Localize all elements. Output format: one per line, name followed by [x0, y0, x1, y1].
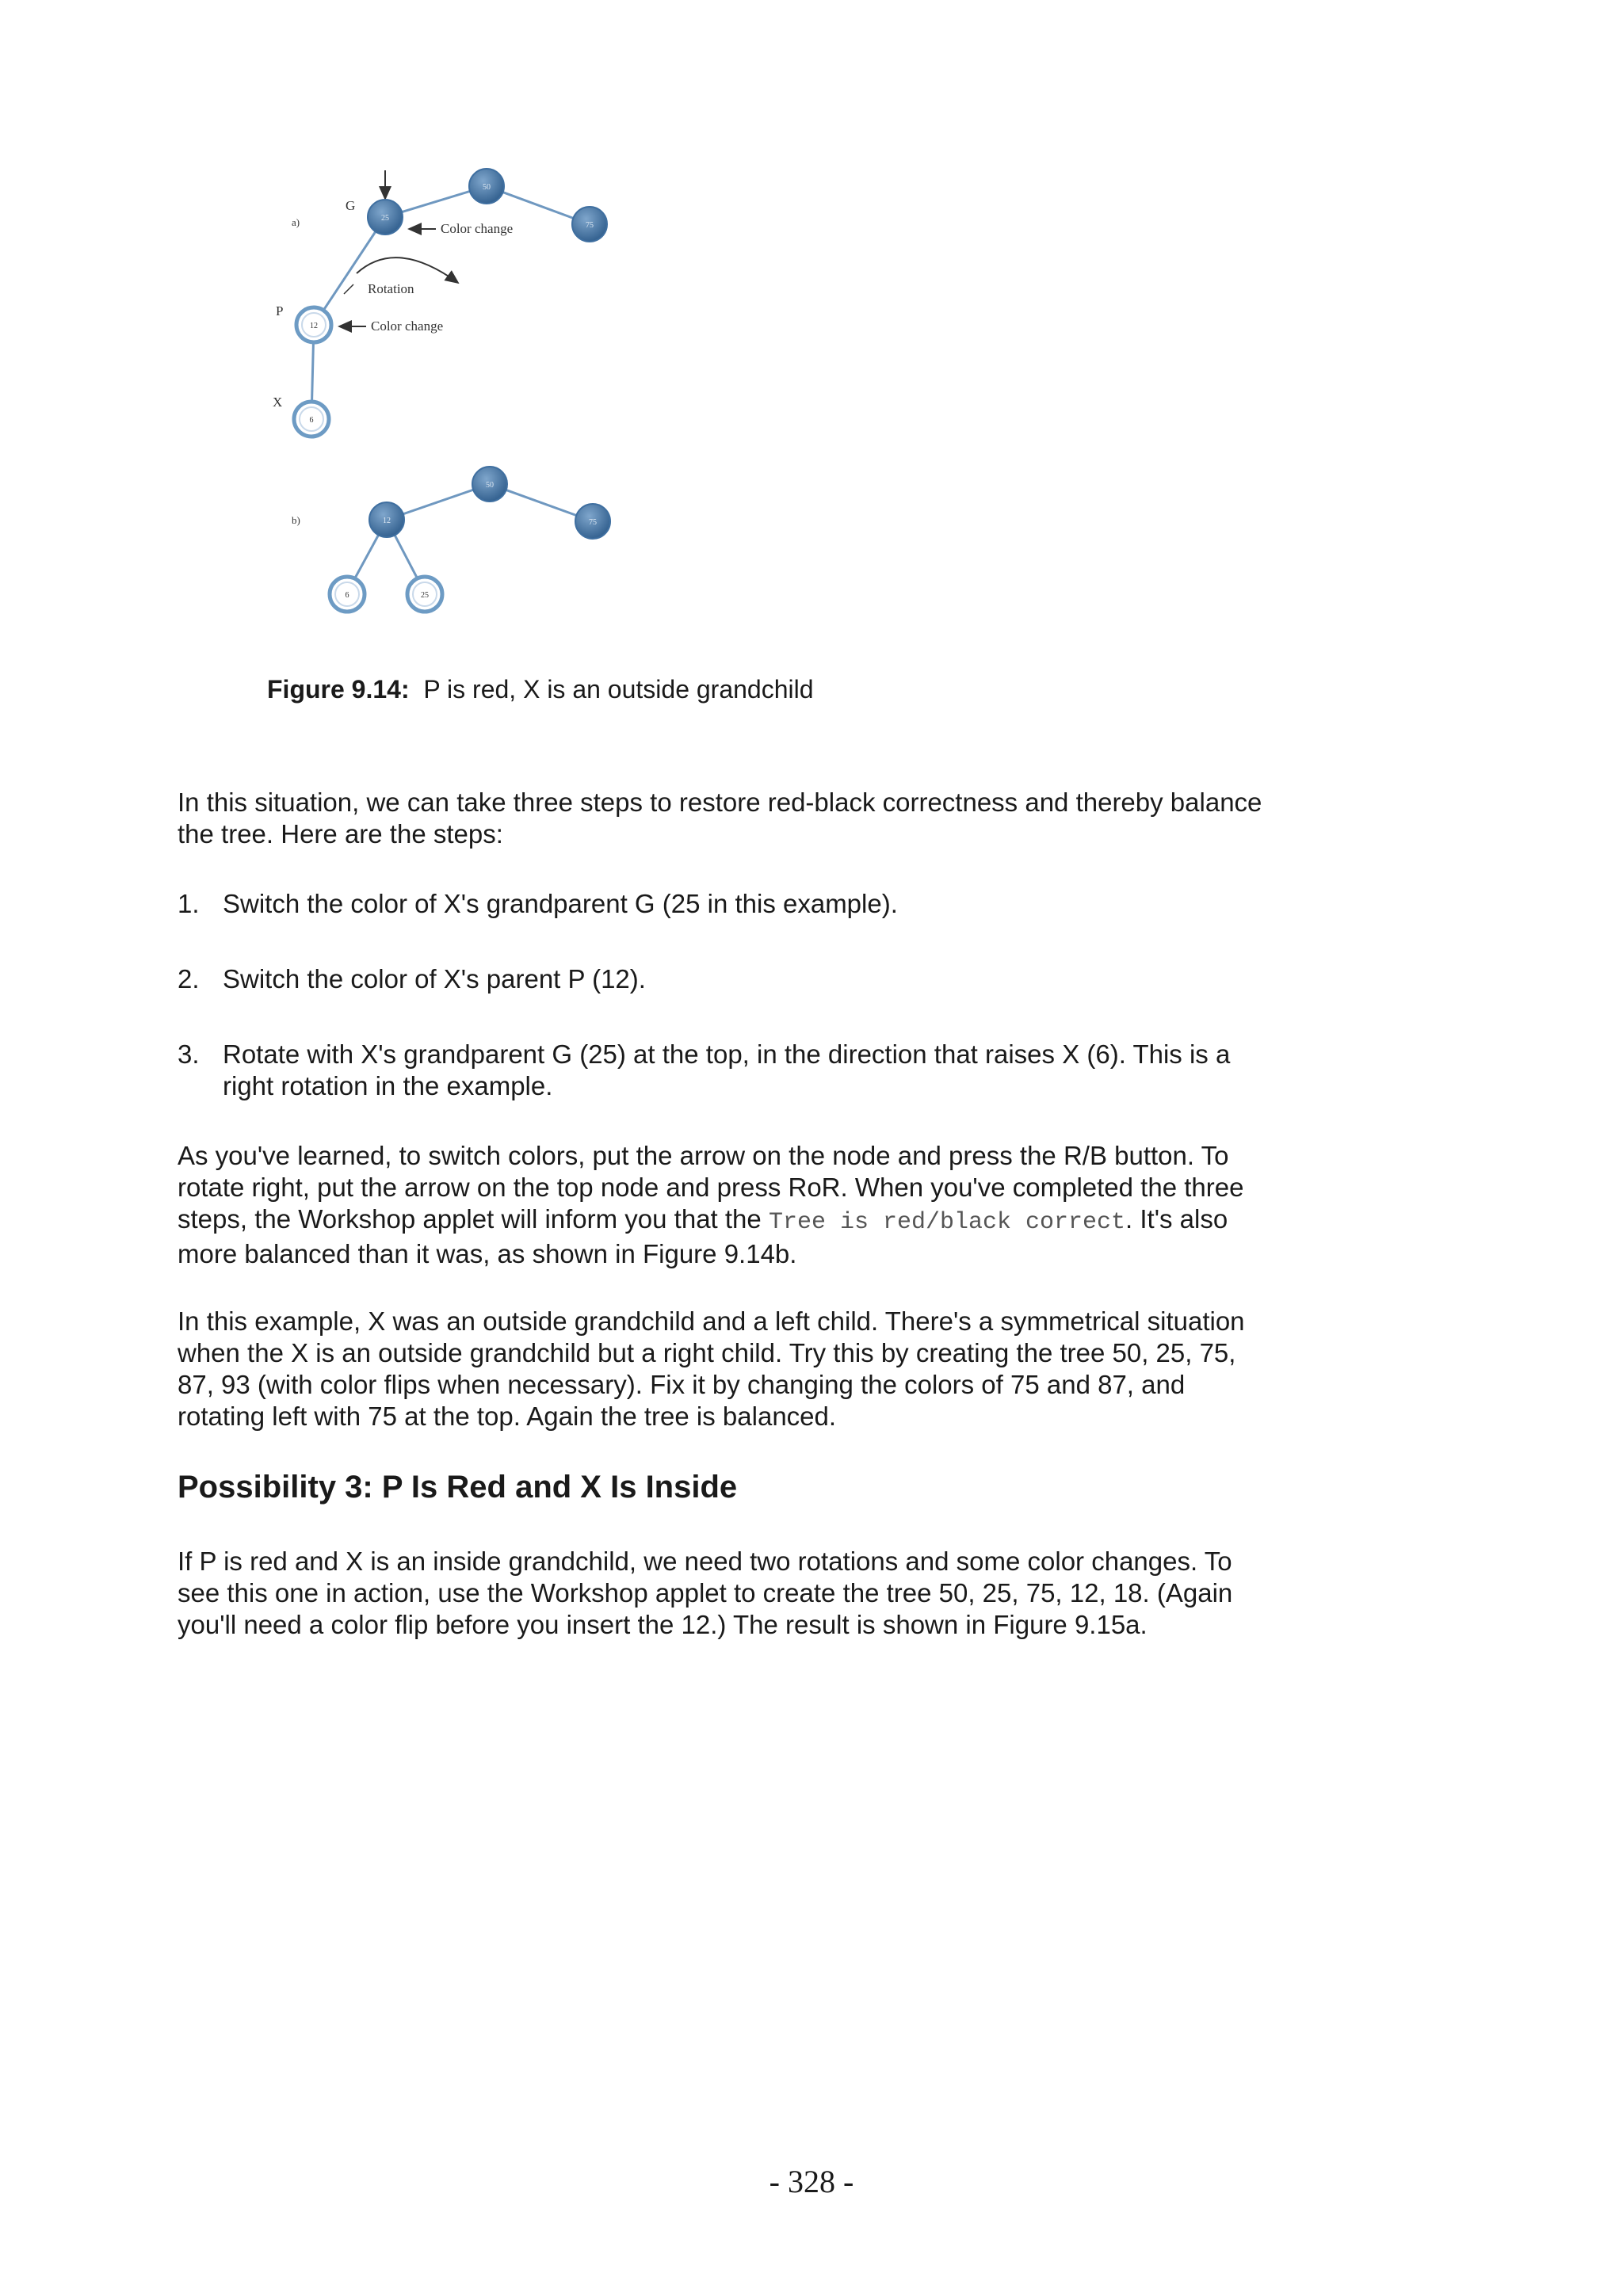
svg-text:75: 75	[586, 221, 594, 230]
node-root-a	[469, 169, 504, 204]
x-label: X	[273, 395, 283, 410]
paragraph-switch-colors	[178, 1140, 1271, 1270]
step-1	[178, 888, 1271, 920]
figure-caption	[267, 675, 814, 704]
node-p	[296, 307, 331, 342]
node-right-a	[572, 207, 607, 242]
node-ll-b	[330, 577, 365, 612]
step-2	[178, 963, 1271, 995]
svg-text:12: 12	[383, 517, 391, 525]
rotation-label: Rotation	[368, 281, 414, 296]
part-b-label: b)	[292, 514, 300, 526]
step-2-number: 2.	[178, 964, 200, 994]
rotation-arrow-icon	[357, 257, 458, 283]
caption-text: P is red, X is an outside grandchild	[423, 675, 814, 704]
para2-after: . It's also more balanced than it was, as shown in Figure 9.14b.	[178, 1204, 1228, 1268]
color-change-label-2: Color change	[371, 318, 444, 334]
g-label: G	[346, 198, 356, 213]
part-a-label: a)	[292, 216, 300, 228]
tree-diagram	[262, 154, 642, 630]
svg-text:50: 50	[486, 481, 494, 490]
step-3-text: Rotate with X's grandparent G (25) at the top, in the direction that raises X (6). This is a right rotation in the example.	[223, 1039, 1231, 1100]
svg-text:50: 50	[483, 183, 491, 192]
step-2-text: Switch the color of X's parent P (12).	[223, 964, 646, 994]
node-g	[368, 200, 403, 235]
rotation-tick	[344, 284, 353, 294]
applet-message-code: Tree is red/black correct	[768, 1209, 1126, 1236]
figure-9-14	[262, 154, 642, 630]
page-number: - 328 -	[769, 2164, 854, 2199]
para2-before: As you've learned, to switch colors, put the arrow on the node and press the R/B button. To rotate right, put the arrow on the top node and press RoR. When you've completed the three steps, the Workshop applet will inform you that the	[178, 1141, 1244, 1234]
node-root-b	[472, 467, 507, 502]
step-1-number: 1.	[178, 889, 200, 918]
svg-text:12: 12	[310, 322, 318, 330]
intro-paragraph: In this situation, we can take three steps to restore red-black correctness and thereby balance the tree. Here are the steps:	[178, 788, 1262, 849]
color-change-label-1: Color change	[441, 221, 514, 236]
caption-label: Figure 9.14:	[267, 675, 410, 704]
node-right-b	[575, 504, 610, 539]
step-3-number: 3.	[178, 1039, 200, 1069]
step-3	[178, 1039, 1271, 1102]
section-heading: Possibility 3: P Is Red and X Is Inside	[178, 1470, 738, 1505]
svg-text:75: 75	[589, 518, 597, 527]
p-label: P	[276, 303, 284, 318]
svg-text:6: 6	[345, 591, 349, 600]
node-lr-b	[407, 577, 442, 612]
node-left-b	[369, 502, 404, 537]
svg-text:25: 25	[381, 214, 389, 223]
paragraph-inside-grandchild: If P is red and X is an inside grandchild, we need two rotations and some color changes. To see this one in action, use the Workshop applet to create the tree 50, 25, 75, 12, 18. (Again you'll need a color flip before you insert the 12.) The result is shown in Figure 9.15a.	[178, 1547, 1233, 1639]
step-1-text: Switch the color of X's grandparent G (25 in this example).	[223, 889, 898, 918]
svg-text:25: 25	[421, 591, 429, 600]
node-x	[294, 402, 329, 437]
paragraph-symmetrical: In this example, X was an outside grandchild and a left child. There's a symmetrical situation when the X is an outside grandchild but a right child. Try this by creating the tree 50, 25, 75, 87, 93 (with color flips when necessary). Fix it by changing the colors of 75 and 87, and rotating left with 75 at the top. Again the tree is balanced.	[178, 1306, 1245, 1431]
svg-text:6: 6	[309, 416, 314, 425]
